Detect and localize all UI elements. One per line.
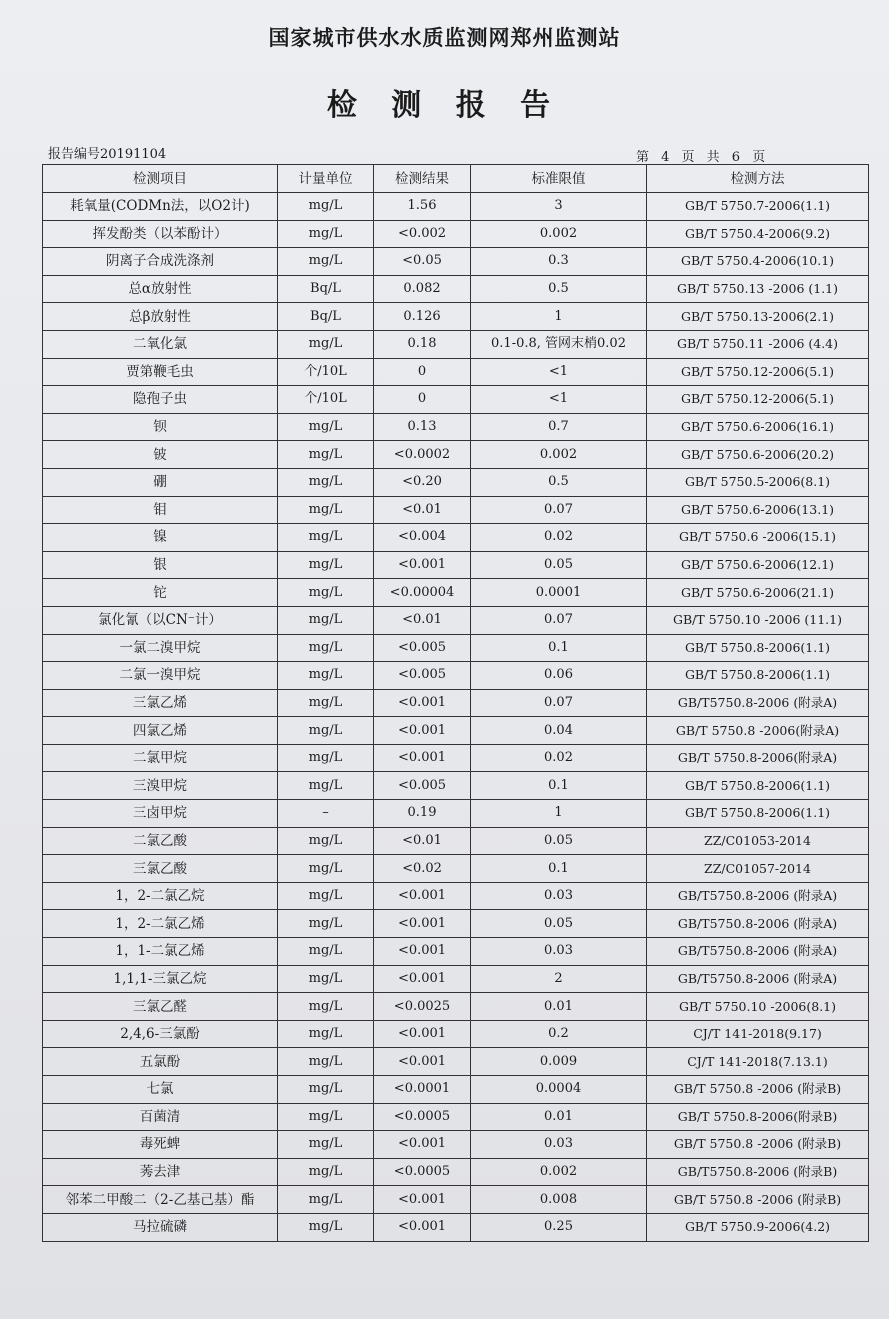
cell-unit: mg/L — [278, 1158, 374, 1186]
cell-method: GB/T 5750.8 -2006 (附录B) — [647, 1186, 869, 1214]
cell-method: GB/T 5750.8 -2006 (附录B) — [647, 1131, 869, 1159]
cell-unit: mg/L — [278, 193, 374, 221]
organization-title: 国家城市供水水质监测网郑州监测站 — [268, 25, 621, 50]
cell-item: 硼 — [43, 468, 278, 496]
cell-unit: mg/L — [278, 717, 374, 745]
test-results-table — [42, 164, 869, 1242]
cell-result: <0.001 — [374, 1213, 471, 1241]
cell-method: GB/T5750.8-2006 (附录A) — [647, 882, 869, 910]
cell-result: <0.001 — [374, 1020, 471, 1048]
cell-result: <0.0001 — [374, 1076, 471, 1104]
column-header-result: 检测结果 — [374, 165, 471, 193]
cell-limit: 0.04 — [471, 717, 647, 745]
cell-limit: 0.009 — [471, 1048, 647, 1076]
table-row — [43, 468, 869, 496]
cell-item: 挥发酚类（以苯酚计） — [43, 220, 278, 248]
cell-limit: 0.7 — [471, 413, 647, 441]
cell-unit: mg/L — [278, 965, 374, 993]
cell-result: 0.18 — [374, 330, 471, 358]
cell-result: <0.01 — [374, 496, 471, 524]
cell-method: ZZ/C01053-2014 — [647, 827, 869, 855]
cell-limit: 0.1 — [471, 855, 647, 883]
cell-limit: 0.07 — [471, 689, 647, 717]
cell-item: 1，1-二氯乙烯 — [43, 938, 278, 966]
cell-result: 0.19 — [374, 800, 471, 828]
cell-item: 七氯 — [43, 1076, 278, 1104]
cell-result: <0.001 — [374, 965, 471, 993]
cell-item: 1，2-二氯乙烯 — [43, 910, 278, 938]
cell-unit: mg/L — [278, 413, 374, 441]
cell-item: 银 — [43, 551, 278, 579]
cell-result: <0.0002 — [374, 441, 471, 469]
cell-limit: 0.07 — [471, 496, 647, 524]
cell-method: GB/T 5750.8-2006(1.1) — [647, 772, 869, 800]
cell-method: GB/T 5750.8-2006(附录B) — [647, 1103, 869, 1131]
cell-limit: 2 — [471, 965, 647, 993]
cell-result: <0.0005 — [374, 1158, 471, 1186]
cell-method: GB/T 5750.9-2006(4.2) — [647, 1213, 869, 1241]
cell-result: <0.001 — [374, 551, 471, 579]
cell-method: GB/T5750.8-2006 (附录A) — [647, 689, 869, 717]
cell-item: 二氯一溴甲烷 — [43, 662, 278, 690]
cell-unit: mg/L — [278, 1103, 374, 1131]
cell-item: 总α放射性 — [43, 275, 278, 303]
cell-unit: mg/L — [278, 689, 374, 717]
cell-unit: mg/L — [278, 468, 374, 496]
cell-limit: 0.1 — [471, 634, 647, 662]
cell-unit: mg/L — [278, 882, 374, 910]
cell-method: GB/T5750.8-2006 (附录A) — [647, 910, 869, 938]
cell-limit: 0.002 — [471, 220, 647, 248]
table-row — [43, 993, 869, 1021]
cell-unit: mg/L — [278, 1186, 374, 1214]
cell-unit: mg/L — [278, 496, 374, 524]
cell-item: 铊 — [43, 579, 278, 607]
cell-result: 0 — [374, 358, 471, 386]
cell-unit: – — [278, 800, 374, 828]
cell-result: <0.01 — [374, 606, 471, 634]
cell-unit: mg/L — [278, 441, 374, 469]
cell-item: 三溴甲烷 — [43, 772, 278, 800]
cell-method: GB/T 5750.10 -2006(8.1) — [647, 993, 869, 1021]
column-header-method: 检测方法 — [647, 165, 869, 193]
cell-item: 隐孢子虫 — [43, 386, 278, 414]
table-row — [43, 606, 869, 634]
cell-item: 一氯二溴甲烷 — [43, 634, 278, 662]
table-row — [43, 717, 869, 745]
cell-item: 1，2-二氯乙烷 — [43, 882, 278, 910]
cell-item: 阴离子合成洗涤剂 — [43, 248, 278, 276]
table-row — [43, 882, 869, 910]
table-row — [43, 1048, 869, 1076]
cell-limit: 0.03 — [471, 882, 647, 910]
cell-method: GB/T5750.8-2006 (附录B) — [647, 1158, 869, 1186]
cell-method: GB/T 5750.8-2006(1.1) — [647, 662, 869, 690]
cell-result: <0.005 — [374, 662, 471, 690]
table-row — [43, 358, 869, 386]
cell-limit: 0.01 — [471, 1103, 647, 1131]
table-row — [43, 744, 869, 772]
cell-result: <0.001 — [374, 1186, 471, 1214]
cell-limit: 0.05 — [471, 827, 647, 855]
cell-limit: 0.002 — [471, 441, 647, 469]
cell-limit: 0.002 — [471, 1158, 647, 1186]
cell-unit: mg/L — [278, 524, 374, 552]
table-row — [43, 662, 869, 690]
cell-result: <0.20 — [374, 468, 471, 496]
cell-unit: 个/10L — [278, 386, 374, 414]
cell-item: 镍 — [43, 524, 278, 552]
cell-item: 贾第鞭毛虫 — [43, 358, 278, 386]
cell-result: <0.02 — [374, 855, 471, 883]
cell-unit: Bq/L — [278, 303, 374, 331]
cell-unit: 个/10L — [278, 358, 374, 386]
cell-unit: mg/L — [278, 855, 374, 883]
cell-result: <0.001 — [374, 938, 471, 966]
cell-unit: mg/L — [278, 910, 374, 938]
cell-result: 0.13 — [374, 413, 471, 441]
cell-item: 三氯乙烯 — [43, 689, 278, 717]
column-header-unit: 计量单位 — [278, 165, 374, 193]
cell-item: 二氯乙酸 — [43, 827, 278, 855]
table-header-row — [43, 165, 869, 193]
table-row — [43, 579, 869, 607]
cell-method: GB/T 5750.6-2006(20.2) — [647, 441, 869, 469]
table-row — [43, 772, 869, 800]
table-row — [43, 689, 869, 717]
cell-limit: 0.0004 — [471, 1076, 647, 1104]
table-row — [43, 441, 869, 469]
cell-limit: 0.05 — [471, 551, 647, 579]
cell-method: ZZ/C01057-2014 — [647, 855, 869, 883]
table-row — [43, 551, 869, 579]
cell-result: 1.56 — [374, 193, 471, 221]
cell-unit: mg/L — [278, 1020, 374, 1048]
table-row — [43, 248, 869, 276]
cell-unit: mg/L — [278, 248, 374, 276]
column-header-item: 检测项目 — [43, 165, 278, 193]
cell-item: 莠去津 — [43, 1158, 278, 1186]
cell-item: 1,1,1-三氯乙烷 — [43, 965, 278, 993]
cell-limit: 0.03 — [471, 938, 647, 966]
table-row — [43, 965, 869, 993]
cell-item: 钼 — [43, 496, 278, 524]
cell-result: 0.126 — [374, 303, 471, 331]
table-row — [43, 330, 869, 358]
cell-item: 毒死蜱 — [43, 1131, 278, 1159]
cell-result: <0.004 — [374, 524, 471, 552]
cell-limit: 0.5 — [471, 275, 647, 303]
table-row — [43, 1020, 869, 1048]
cell-limit: 0.25 — [471, 1213, 647, 1241]
cell-unit: mg/L — [278, 744, 374, 772]
cell-result: <0.00004 — [374, 579, 471, 607]
cell-item: 百菌清 — [43, 1103, 278, 1131]
table-row — [43, 193, 869, 221]
cell-item: 铍 — [43, 441, 278, 469]
table-row — [43, 910, 869, 938]
cell-limit: 1 — [471, 800, 647, 828]
cell-limit: 0.02 — [471, 744, 647, 772]
cell-limit: <1 — [471, 358, 647, 386]
cell-result: <0.001 — [374, 1048, 471, 1076]
cell-unit: mg/L — [278, 993, 374, 1021]
cell-method: GB/T 5750.10 -2006 (11.1) — [647, 606, 869, 634]
cell-limit: 3 — [471, 193, 647, 221]
cell-method: GB/T 5750.8 -2006 (附录B) — [647, 1076, 869, 1104]
cell-limit: 0.2 — [471, 1020, 647, 1048]
cell-item: 马拉硫磷 — [43, 1213, 278, 1241]
cell-item: 氯化氰（以CN⁻计） — [43, 606, 278, 634]
table-row — [43, 827, 869, 855]
cell-unit: Bq/L — [278, 275, 374, 303]
cell-unit: mg/L — [278, 1076, 374, 1104]
cell-result: <0.0005 — [374, 1103, 471, 1131]
cell-item: 三氯乙醛 — [43, 993, 278, 1021]
cell-item: 耗氧量(CODMn法，以O2计) — [43, 193, 278, 221]
table-body — [43, 193, 869, 1242]
cell-method: GB/T 5750.6-2006(16.1) — [647, 413, 869, 441]
cell-limit: 0.008 — [471, 1186, 647, 1214]
cell-unit: mg/L — [278, 662, 374, 690]
cell-method: CJ/T 141-2018(9.17) — [647, 1020, 869, 1048]
cell-method: GB/T 5750.6-2006(13.1) — [647, 496, 869, 524]
cell-limit: 0.07 — [471, 606, 647, 634]
cell-result: 0 — [374, 386, 471, 414]
cell-unit: mg/L — [278, 827, 374, 855]
table-row — [43, 220, 869, 248]
cell-method: GB/T 5750.12-2006(5.1) — [647, 358, 869, 386]
cell-method: GB/T 5750.7-2006(1.1) — [647, 193, 869, 221]
cell-unit: mg/L — [278, 579, 374, 607]
cell-unit: mg/L — [278, 220, 374, 248]
table-row — [43, 386, 869, 414]
cell-method: GB/T 5750.11 -2006 (4.4) — [647, 330, 869, 358]
cell-result: <0.002 — [374, 220, 471, 248]
cell-method: GB/T 5750.13-2006(2.1) — [647, 303, 869, 331]
cell-method: GB/T 5750.8-2006(1.1) — [647, 634, 869, 662]
table-row — [43, 1213, 869, 1241]
cell-method: CJ/T 141-2018(7.13.1) — [647, 1048, 869, 1076]
cell-unit: mg/L — [278, 634, 374, 662]
cell-method: GB/T 5750.4-2006(9.2) — [647, 220, 869, 248]
cell-limit: 0.1 — [471, 772, 647, 800]
cell-result: <0.05 — [374, 248, 471, 276]
page-indicator: 第 4 页 共 6 页 — [636, 150, 766, 165]
cell-result: <0.001 — [374, 744, 471, 772]
cell-item: 总β放射性 — [43, 303, 278, 331]
cell-limit: 0.1-0.8, 管网末梢0.02 — [471, 330, 647, 358]
cell-method: GB/T 5750.6-2006(12.1) — [647, 551, 869, 579]
table-row — [43, 1186, 869, 1214]
cell-method: GB/T5750.8-2006 (附录A) — [647, 938, 869, 966]
cell-limit: 0.03 — [471, 1131, 647, 1159]
cell-limit: 0.5 — [471, 468, 647, 496]
cell-result: <0.005 — [374, 634, 471, 662]
cell-unit: mg/L — [278, 772, 374, 800]
cell-limit: 0.3 — [471, 248, 647, 276]
cell-method: GB/T 5750.8-2006(附录A) — [647, 744, 869, 772]
cell-item: 钡 — [43, 413, 278, 441]
cell-limit: 0.02 — [471, 524, 647, 552]
cell-item: 五氯酚 — [43, 1048, 278, 1076]
cell-limit: 0.06 — [471, 662, 647, 690]
column-header-limit: 标准限值 — [471, 165, 647, 193]
table-row — [43, 634, 869, 662]
cell-unit: mg/L — [278, 1131, 374, 1159]
cell-method: GB/T5750.8-2006 (附录A) — [647, 965, 869, 993]
cell-method: GB/T 5750.6 -2006(15.1) — [647, 524, 869, 552]
cell-item: 四氯乙烯 — [43, 717, 278, 745]
cell-result: <0.0025 — [374, 993, 471, 1021]
cell-unit: mg/L — [278, 938, 374, 966]
cell-method: GB/T 5750.5-2006(8.1) — [647, 468, 869, 496]
table-row — [43, 1103, 869, 1131]
document-title: 检 测 报 告 — [326, 88, 563, 123]
table-row — [43, 1076, 869, 1104]
cell-item: 三氯乙酸 — [43, 855, 278, 883]
cell-method: GB/T 5750.12-2006(5.1) — [647, 386, 869, 414]
cell-limit: 0.01 — [471, 993, 647, 1021]
table-row — [43, 496, 869, 524]
table-row — [43, 524, 869, 552]
cell-unit: mg/L — [278, 1213, 374, 1241]
cell-method: GB/T 5750.6-2006(21.1) — [647, 579, 869, 607]
cell-unit: mg/L — [278, 606, 374, 634]
cell-method: GB/T 5750.8 -2006(附录A) — [647, 717, 869, 745]
cell-limit: 1 — [471, 303, 647, 331]
table-row — [43, 1158, 869, 1186]
table-row — [43, 275, 869, 303]
cell-unit: mg/L — [278, 1048, 374, 1076]
table-row — [43, 855, 869, 883]
cell-item: 二氯甲烷 — [43, 744, 278, 772]
cell-item: 2,4,6-三氯酚 — [43, 1020, 278, 1048]
table-row — [43, 413, 869, 441]
cell-item: 二氧化氯 — [43, 330, 278, 358]
cell-limit: 0.0001 — [471, 579, 647, 607]
cell-result: <0.005 — [374, 772, 471, 800]
cell-result: <0.01 — [374, 827, 471, 855]
cell-item: 三卤甲烷 — [43, 800, 278, 828]
cell-limit: 0.05 — [471, 910, 647, 938]
cell-result: <0.001 — [374, 1131, 471, 1159]
cell-method: GB/T 5750.13 -2006 (1.1) — [647, 275, 869, 303]
table-row — [43, 800, 869, 828]
table-row — [43, 1131, 869, 1159]
cell-unit: mg/L — [278, 551, 374, 579]
report-number: 报告编号20191104 — [48, 147, 167, 162]
cell-result: 0.082 — [374, 275, 471, 303]
cell-method: GB/T 5750.8-2006(1.1) — [647, 800, 869, 828]
cell-unit: mg/L — [278, 330, 374, 358]
cell-limit: <1 — [471, 386, 647, 414]
cell-method: GB/T 5750.4-2006(10.1) — [647, 248, 869, 276]
cell-result: <0.001 — [374, 910, 471, 938]
cell-result: <0.001 — [374, 717, 471, 745]
table-row — [43, 303, 869, 331]
cell-item: 邻苯二甲酸二（2-乙基己基）酯 — [43, 1186, 278, 1214]
table-row — [43, 938, 869, 966]
cell-result: <0.001 — [374, 882, 471, 910]
cell-result: <0.001 — [374, 689, 471, 717]
